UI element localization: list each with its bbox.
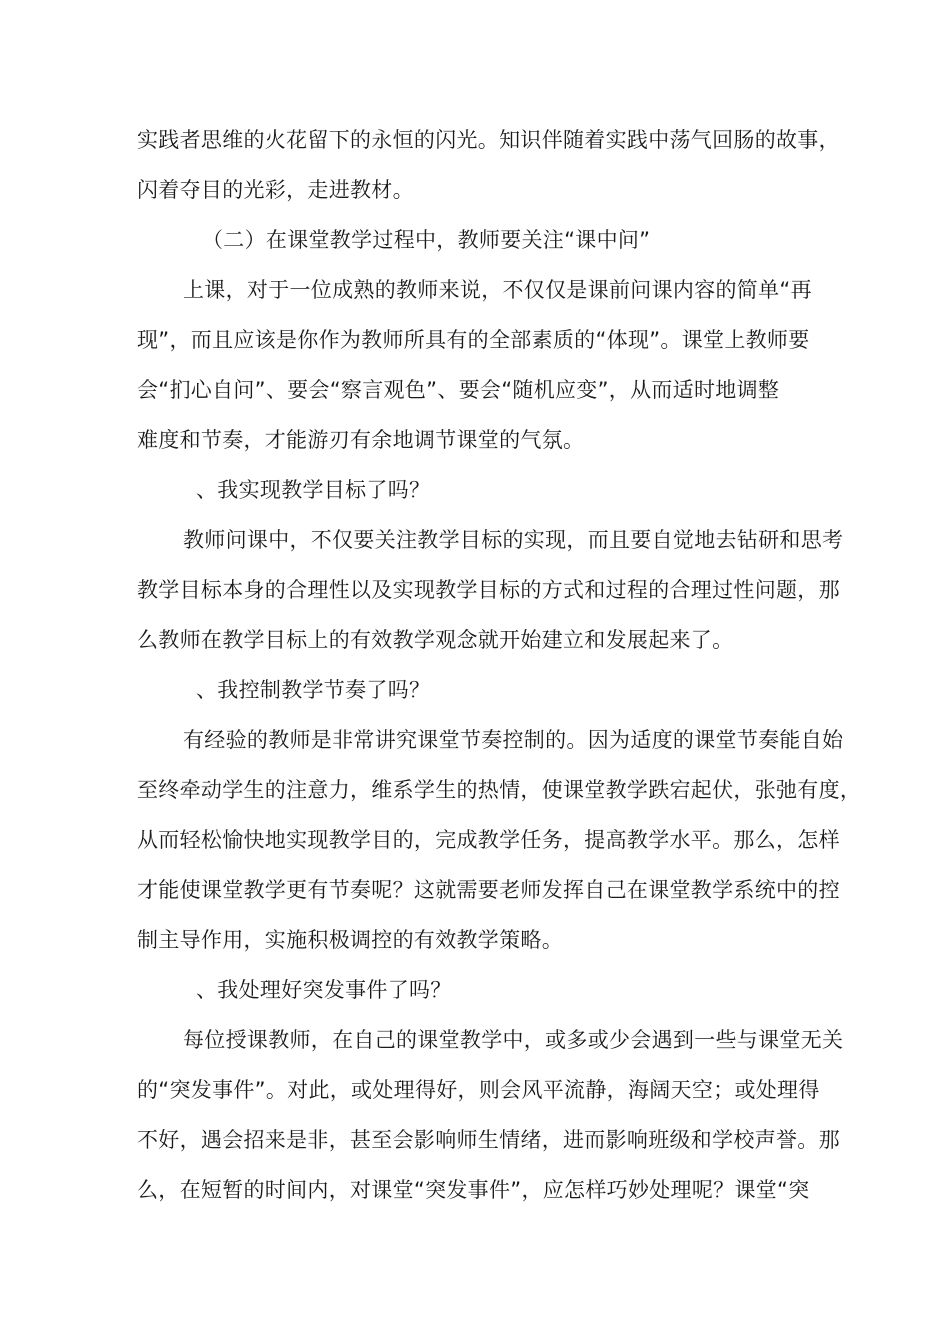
subsection-heading: 、我处理好突发事件了吗？ bbox=[196, 978, 452, 1002]
paragraph-line: 么，在短暂的时间内，对课堂“突发事件”，应怎样巧妙处理呢？课堂“突 bbox=[137, 1178, 810, 1202]
paragraph-line: 的“突发事件”。对此，或处理得好，则会风平流静，海阔天空；或处理得 bbox=[137, 1078, 820, 1102]
paragraph-line: 每位授课教师，在自己的课堂教学中，或多或少会遇到一些与课堂无关 bbox=[183, 1028, 844, 1052]
paragraph-line: 有经验的教师是非常讲究课堂节奏控制的。因为适度的课堂节奏能自始 bbox=[183, 728, 844, 752]
paragraph-line: 教师问课中，不仅要关注教学目标的实现，而且要自觉地去钻研和思考 bbox=[183, 528, 844, 552]
paragraph-line: 难度和节奏，才能游刃有余地调节课堂的气氛。 bbox=[137, 428, 585, 452]
paragraph-line: 教学目标本身的合理性以及实现教学目标的方式和过程的合理过性问题，那 bbox=[137, 578, 840, 602]
paragraph-line: 从而轻松愉快地实现教学目的，完成教学任务，提高教学水平。那么，怎样 bbox=[137, 828, 840, 852]
paragraph-line: 不好，遇会招来是非，甚至会影响师生情绪，进而影响班级和学校声誉。那 bbox=[137, 1128, 840, 1152]
subsection-heading: 、我控制教学节奏了吗？ bbox=[196, 678, 431, 702]
paragraph-line: 现”，而且应该是你作为教师所具有的全部素质的“体现”。课堂上教师要 bbox=[137, 328, 810, 352]
paragraph-line: 闪着夺目的光彩，走进教材。 bbox=[137, 178, 414, 202]
section-heading: （二）在课堂教学过程中，教师要关注“课中问” bbox=[202, 228, 651, 252]
paragraph-line: 至终牵动学生的注意力，维系学生的热情，使课堂教学跌宕起伏，张弛有度， bbox=[137, 778, 862, 802]
paragraph-line: 么教师在教学目标上的有效教学观念就开始建立和发展起来了。 bbox=[137, 628, 734, 652]
paragraph-line: 制主导作用，实施积极调控的有效教学策略。 bbox=[137, 928, 563, 952]
paragraph-line: 才能使课堂教学更有节奏呢？这就需要老师发挥自己在课堂教学系统中的控 bbox=[137, 878, 840, 902]
paragraph-line: 上课，对于一位成熟的教师来说，不仅仅是课前问课内容的简单“再 bbox=[183, 278, 812, 302]
paragraph-line: 实践者思维的火花留下的永恒的闪光。知识伴随着实践中荡气回肠的故事， bbox=[137, 128, 840, 152]
paragraph-line: 会“扪心自问”、要会“察言观色”、要会“随机应变”，从而适时地调整 bbox=[137, 378, 780, 402]
subsection-heading: 、我实现教学目标了吗？ bbox=[196, 478, 431, 502]
